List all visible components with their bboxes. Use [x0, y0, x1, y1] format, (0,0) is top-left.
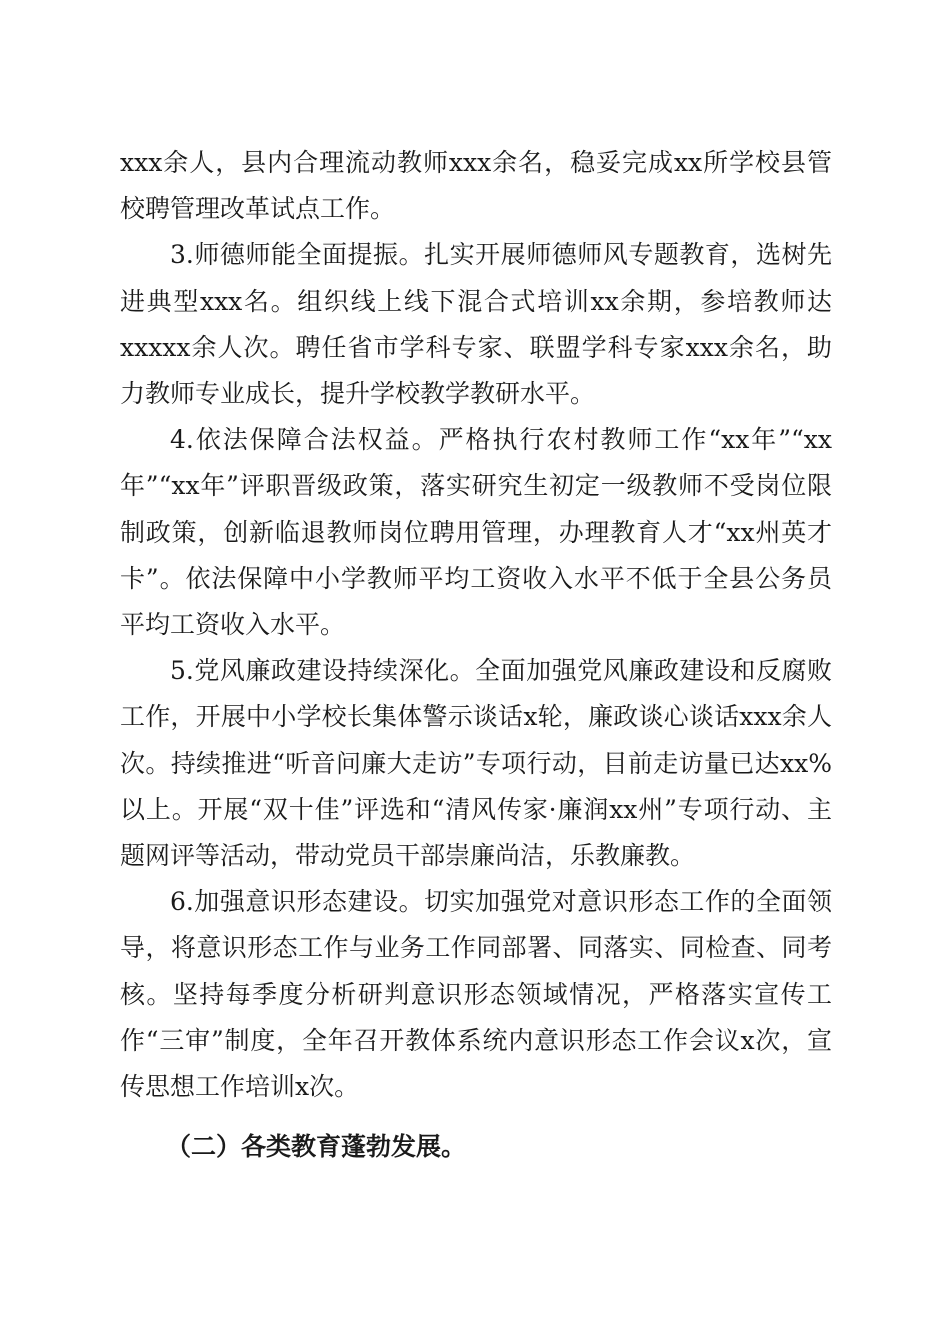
paragraph-party-conduct: 5.党风廉政建设持续深化。全面加强党风廉政建设和反腐败工作，开展中小学校长集体警示谈话x轮，廉政谈心谈话xxx余人次。持续推进“听音问廉大走访”专项行动，目前走访量已达xx%以上。开展“双十佳”评选和“清风传家·廉润xx州”专项行动、主题网评等活动，带动党员干部崇廉尚洁，乐教廉教。: [120, 656, 832, 871]
section-subheading: （二）各类教育蓬勃发展。: [166, 1132, 467, 1161]
paragraph-continuation: xxx余人，县内合理流动教师xxx余名，稳妥完成xx所学校县管校聘管理改革试点工作。: [120, 148, 832, 224]
paragraph-ideology: 6.加强意识形态建设。切实加强党对意识形态工作的全面领导，将意识形态工作与业务工作同部署、同落实、同检查、同考核。坚持每季度分析研判意识形态领域情况，严格落实宣传工作“三审”制度，全年召开教体系统内意识形态工作会议x次，宣传思想工作培训x次。: [120, 887, 832, 1102]
paragraph-teacher-ethics: 3.师德师能全面提振。扎实开展师德师风专题教育，选树先进典型xxx名。组织线上线下混合式培训xx余期，参培教师达xxxxx余人次。聘任省市学科专家、联盟学科专家xxx余名，助力教师专业成长，提升学校教学教研水平。: [120, 240, 832, 409]
document-body: [120, 140, 832, 1110]
paragraph-legal-rights: 4.依法保障合法权益。严格执行农村教师工作“xx年”“xx年”“xx年”评职晋级政策，落实研究生初定一级教师不受岗位限制政策，创新临退教师岗位聘用管理，办理教育人才“xx州英才卡”。依法保障中小学教师平均工资收入水平不低于全县公务员平均工资收入水平。: [120, 425, 832, 640]
